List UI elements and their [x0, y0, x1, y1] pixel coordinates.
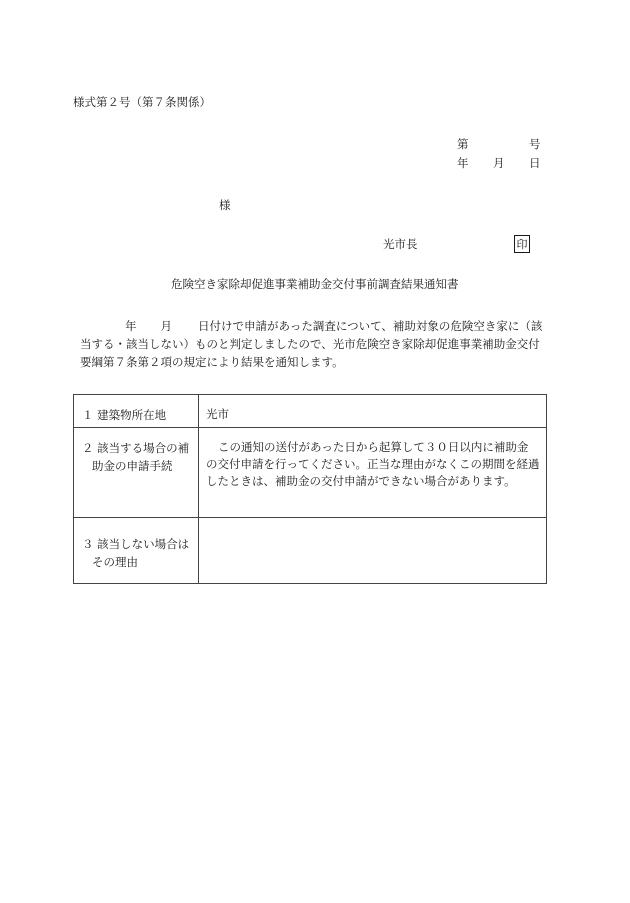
- body-paragraph-line-3: 要綱第７条第２項の規定により結果を通知します。: [80, 355, 344, 369]
- seal-mark: 印: [514, 235, 530, 253]
- body-month-label: 月: [160, 319, 172, 333]
- reason-value-cell: [199, 518, 547, 584]
- row-label: ３ 該当しない場合は: [82, 537, 190, 551]
- row-label: １ 建築物所在地: [82, 408, 167, 422]
- number-suffix: 号: [529, 137, 541, 151]
- addressee-suffix: 様: [219, 198, 231, 212]
- document-title: 危険空き家除却促進事業補助金交付事前調査結果通知書: [171, 277, 459, 291]
- row-label-cell: [74, 518, 199, 584]
- row-value-cell: [199, 428, 547, 518]
- table-row: [74, 518, 547, 584]
- row-value-cell: [199, 395, 547, 428]
- date-month-label: 月: [493, 156, 505, 170]
- procedure-line: この通知の送付があった日から起算して３０日以内に補助金: [218, 440, 529, 454]
- body-paragraph-line-2: 当する・該当しない）ものと判定しましたので、光市危険空き家除却促進事業補助金交付: [80, 337, 540, 351]
- body-paragraph-line-1: [80, 321, 542, 333]
- row-label-cell: [74, 428, 199, 518]
- body-year-label: 年: [125, 319, 137, 333]
- row-label-cont: その理由: [92, 555, 138, 569]
- table-row: [74, 428, 547, 518]
- location-value: 光市: [206, 407, 229, 421]
- result-table: [73, 394, 547, 584]
- row-label-cont: 助金の申請手続: [92, 459, 173, 473]
- table-row: [74, 395, 547, 428]
- row-label: ２ 該当する場合の補: [82, 441, 190, 455]
- body-line-1-text: 日付けで申請があった調査について、補助対象の危険空き家に（該: [198, 319, 543, 333]
- procedure-line: の交付申請を行ってください。正当な理由がなくこの期間を経過: [206, 457, 540, 471]
- issuer-title: 光市長: [383, 237, 418, 251]
- form-number: 様式第２号（第７条関係）: [73, 95, 211, 109]
- number-prefix: 第: [457, 137, 469, 151]
- date-year-label: 年: [457, 156, 469, 170]
- row-label-cell: [74, 395, 199, 428]
- procedure-line: したときは、補助金の交付申請ができない場合があります。: [206, 474, 516, 488]
- date-day-label: 日: [529, 156, 541, 170]
